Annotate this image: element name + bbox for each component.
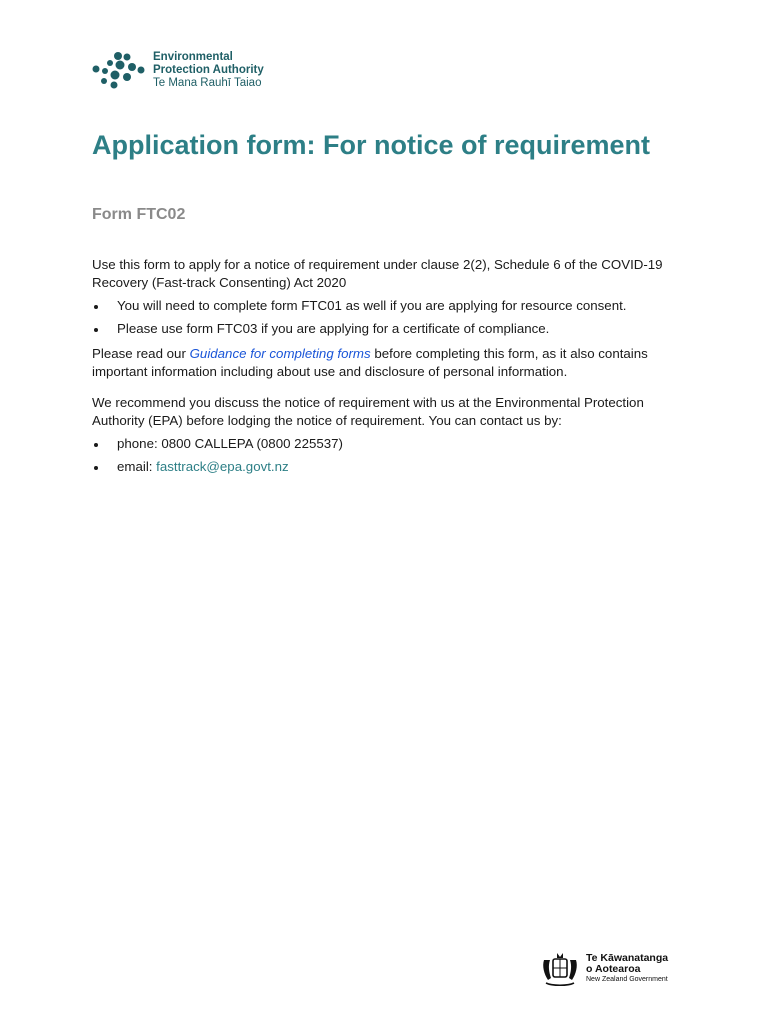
list-item: Please use form FTC03 if you are applying for a certificate of compliance. bbox=[92, 320, 682, 338]
recommend-paragraph: We recommend you discuss the notice of requirement with us at the Environmental Protection Authority (EPA) before lodging the notice of requirement. You can contact us by: bbox=[92, 395, 644, 428]
form-code: Form FTC02 bbox=[92, 206, 186, 223]
email-link[interactable]: fasttrack@epa.govt.nz bbox=[156, 459, 289, 474]
intro-paragraph: Use this form to apply for a notice of requirement under clause 2(2), Schedule 6 of the COVID-19 Recovery (Fast-track Consenting) Act 2020 bbox=[92, 257, 663, 290]
logo-line-1: Environmental bbox=[153, 50, 233, 63]
guidance-text-before: Please read our bbox=[92, 346, 190, 361]
phone-item: phone: 0800 CALLEPA (0800 225537) bbox=[92, 435, 682, 453]
contact-section bbox=[92, 394, 682, 430]
coat-of-arms-icon bbox=[540, 950, 580, 988]
intro-section bbox=[92, 256, 682, 292]
logo-line-2: Protection Authority bbox=[153, 63, 264, 76]
list-item: You will need to complete form FTC01 as well if you are applying for resource consent. bbox=[92, 297, 682, 315]
email-item bbox=[92, 458, 682, 476]
guidance-paragraph bbox=[92, 345, 682, 381]
guidance-section bbox=[92, 345, 682, 381]
guidance-text-after: before completing this form, as it also contains important information including about use and disclosure of personal information. bbox=[92, 346, 648, 379]
gov-line-1: Te Kāwanatanga bbox=[586, 952, 669, 964]
form-notes bbox=[92, 297, 682, 343]
page-title: Application form: For notice of requirement bbox=[92, 130, 651, 160]
email-label: email: bbox=[117, 459, 157, 474]
epa-logo bbox=[90, 50, 264, 90]
epa-dots-icon bbox=[90, 50, 146, 90]
logo-line-3: Te Mana Rauhī Taiao bbox=[153, 76, 262, 89]
gov-line-2: o Aotearoa bbox=[586, 963, 641, 975]
contact-list bbox=[92, 435, 682, 481]
guidance-link[interactable]: Guidance for completing forms bbox=[189, 346, 371, 361]
nz-government-logo bbox=[540, 950, 668, 988]
gov-line-3: New Zealand Government bbox=[586, 976, 668, 983]
